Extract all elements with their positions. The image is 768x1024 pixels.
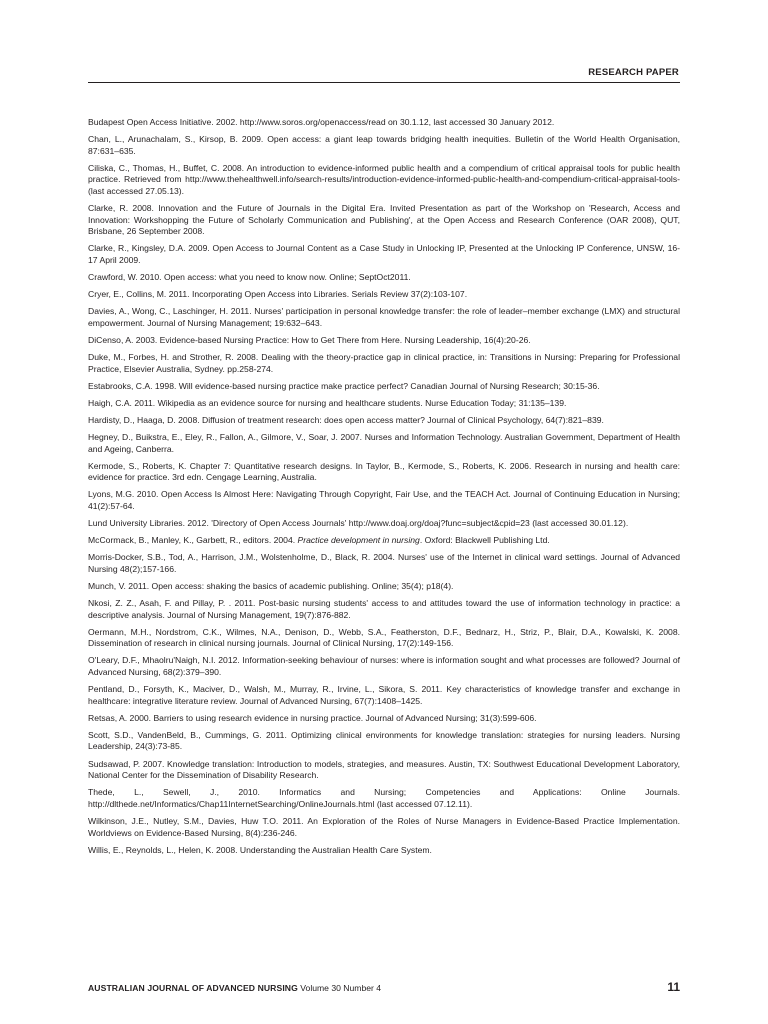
footer-journal-name: AUSTRALIAN JOURNAL OF ADVANCED NURSING	[88, 983, 298, 993]
reference-item: Retsas, A. 2000. Barriers to using research evidence in nursing practice. Journal of Advanced Nursing; 31(3):599-606.	[88, 712, 537, 723]
reference-item: McCormack, B., Manley, K., Garbett, R., editors. 2004. Practice development in nursing. Oxford: Blackwell Publishing Ltd.	[88, 535, 550, 546]
reference-item: Hardisty, D., Haaga, D. 2008. Diffusion of treatment research: does open access matter? Journal of Clinical Psychology, 64(7):821–839.	[88, 414, 604, 425]
reference-item: Lyons, M.G. 2010. Open Access Is Almost Here: Navigating Through Copyright, Fair Use, and the TEACH Act. Journal of Continuing Education in Nursing; 41(2):57-64.	[88, 489, 680, 511]
reference-item: O'Leary, D.F., Mhaolru'Naigh, N.I. 2012. Information-seeking behaviour of nurses: where is information sought and what processes are followed? Journal of Advanced Nursing, 68(2):379–390.	[88, 655, 680, 677]
reference-item: Willis, E., Reynolds, L., Helen, K. 2008. Understanding the Australian Health Care System.	[88, 844, 432, 855]
reference-item: Lund University Libraries. 2012. 'Directory of Open Access Journals' http://www.doaj.org/doaj?func=subject&cpid=23 (last accessed 30.01.12).	[88, 518, 629, 529]
reference-item: Crawford, W. 2010. Open access: what you need to know now. Online; SeptOct2011.	[88, 272, 411, 283]
running-header: RESEARCH PAPER	[588, 67, 679, 78]
reference-item: Duke, M., Forbes, H. and Strother, R. 2008. Dealing with the theory-practice gap in clinical practice, in: Transitions in Nursing: Preparing for Professional Practice, Elsevier Australia, Sydney. pp.258-274.	[88, 352, 680, 374]
reference-item: Wilkinson, J.E., Nutley, S.M., Davies, Huw T.O. 2011. An Exploration of the Roles of Nurse Managers in Evidence-Based Practice Implementation. Worldviews on Evidence-Based Nursing, 8(4):236-246.	[88, 815, 680, 838]
reference-item: Clarke, R., Kingsley, D.A. 2009. Open Access to Journal Content as a Case Study in Unlocking IP, Presented at the Unlocking IP Conference, UNSW, 16-17 April 2009.	[88, 243, 680, 265]
reference-item: Chan, L., Arunachalam, S., Kirsop, B. 2009. Open access: a giant leap towards bridging health inequities. Bulletin of the World Health Organisation, 87:631–635.	[88, 134, 680, 156]
reference-item: Kermode, S., Roberts, K. Chapter 7: Quantitative research designs. In Taylor, B., Kermode, S., Roberts, K. 2006. Research in nursing and health care: evidence for practice. 3rd edn. Cengage Learning, Australia.	[88, 460, 680, 483]
book-title: Practice development in nursing	[297, 535, 420, 546]
reference-list	[88, 117, 680, 862]
footer	[88, 983, 381, 993]
reference-item: Morris-Docker, S.B., Tod, A., Harrison, J.M., Wolstenholme, D., Black, R. 2004. Nurses' use of the Internet in clinical ward settings. Journal of Advanced Nursing 48(2);157-166.	[88, 552, 680, 574]
reference-item: Ciliska, C., Thomas, H., Buffet, C. 2008. An introduction to evidence-informed public health and a compendium of critical appraisal tools for public health practice. Retrieved from http://www.thehealthwell.info/search-results/introduction-evidence-informed-public-health-and-compendium-critical-appraisal-tools- (last accessed 27.05.13).	[88, 162, 680, 196]
reference-item: Budapest Open Access Initiative. 2002. http://www.soros.org/openaccess/read on 30.1.12, last accessed 30 January 2012.	[88, 117, 555, 127]
reference-item: Estabrooks, C.A. 1998. Will evidence-based nursing practice make practice perfect? Canadian Journal of Nursing Research; 30:15-36.	[88, 380, 600, 391]
reference-item: Nkosi, Z. Z., Asah, F. and Pillay, P. . 2011. Post-basic nursing students' access to and attitudes toward the use of information technology in practice: a descriptive analysis. Journal of Nursing Management, 19(7):876-882.	[88, 598, 680, 620]
reference-item: Oermann, M.H., Nordstrom, C.K., Wilmes, N.A., Denison, D., Webb, S.A., Featherston, D.F., Bednarz, H., Striz, P., Blair, D.A., Kowalski, K. 2008. Dissemination of research in clinical nursing journals. Journal of Clinical Nursing, 17(2):149-156.	[88, 626, 680, 649]
reference-item: Hegney, D., Buikstra, E., Eley, R., Fallon, A., Gilmore, V., Soar, J. 2007. Nurses and Information Technology. Australian Government, Department of Health and Ageing, Canberra.	[88, 431, 680, 454]
reference-item: Pentland, D., Forsyth, K., Maciver, D., Walsh, M., Murray, R., Irvine, L., Sikora, S. 2011. Key characteristics of knowledge transfer and exchange in healthcare: integrative literature review. Journal of Advanced Nursing, 67(7):1408–1425.	[88, 684, 680, 706]
reference-item: Thede, L., Sewell, J., 2010. Informatics and Nursing; Competencies and Applications: Online Journals. http://dlthede.net/Informatics/Chap11InternetSearching/OnlineJournals.html (last accessed 07.12.11).	[88, 787, 680, 809]
reference-item: Davies, A., Wong, C., Laschinger, H. 2011. Nurses' participation in personal knowledge transfer: the role of leader–member exchange (LMX) and structural empowerment. Journal of Nursing Management; 19:632–643.	[88, 306, 680, 328]
reference-item: Cryer, E., Collins, M. 2011. Incorporating Open Access into Libraries. Serials Review 37(2):103-107.	[88, 289, 468, 300]
header-rule	[88, 82, 680, 83]
footer-volume: Volume 30 Number 4	[300, 983, 382, 993]
reference-item: Clarke, R. 2008. Innovation and the Future of Journals in the Digital Era. Invited Presentation as part of the Workshop on 'Research, Access and Innovation: Workshopping the Future of Scholarly Communication and Publishing', at the Open Access and Research Conference (OAR 2008), QUT, Brisbane, 26 September 2008.	[88, 203, 680, 237]
reference-item: Sudsawad, P. 2007. Knowledge translation: Introduction to models, strategies, and measures. Austin, TX: Southwest Educational Development Laboratory, National Center for the Dissemination of Disability Research.	[88, 758, 680, 781]
reference-item: Scott, S.D., VandenBeld, B., Cummings, G. 2011. Optimizing clinical environments for knowledge translation: strategies for nursing leaders. Nursing Leadership, 24(3):73-85.	[88, 729, 680, 752]
reference-item: Munch, V. 2011. Open access: shaking the basics of academic publishing. Online; 35(4); p18(4).	[88, 580, 454, 591]
reference-item: Haigh, C.A. 2011. Wikipedia as an evidence source for nursing and healthcare students. Nurse Education Today; 31:135–139.	[88, 397, 567, 408]
page-number: 11	[667, 980, 680, 994]
reference-item: DiCenso, A. 2003. Evidence-based Nursing Practice: How to Get There from Here. Nursing Leadership, 16(4):20-26.	[88, 334, 531, 345]
